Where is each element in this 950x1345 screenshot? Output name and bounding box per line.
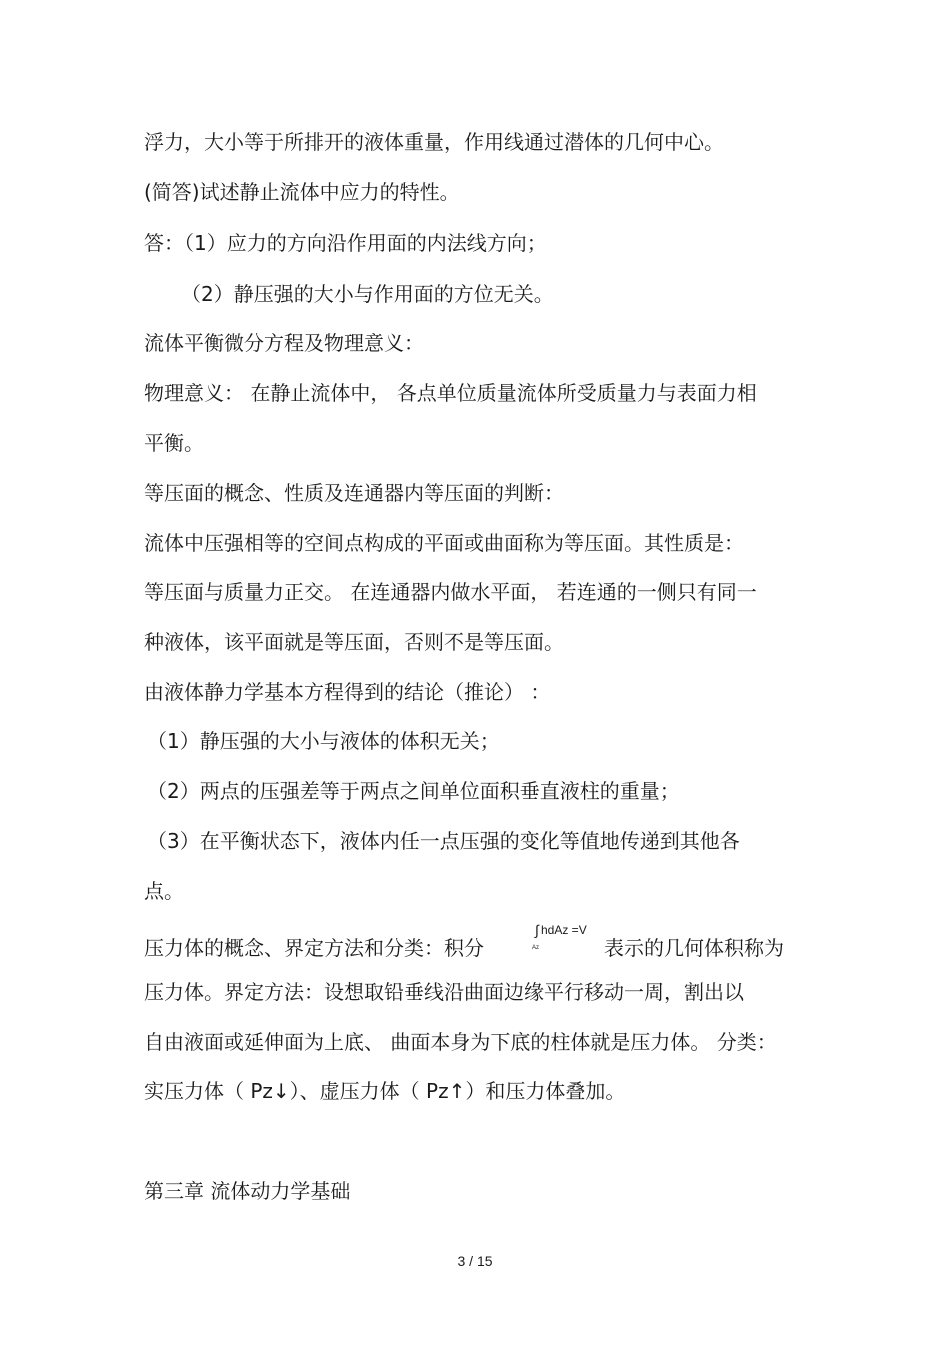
chapter-title: 第三章 流体动力学基础 xyxy=(144,1179,351,1203)
text-line: 压力体的概念、界定方法和分类：积分 xyxy=(144,936,484,960)
text-line: 表示的几何体积称为 xyxy=(604,936,784,960)
list-item: （3）在平衡状态下，液体内任一点压强的变化等值地传递到其他各 xyxy=(147,829,740,853)
page-number: 3 / 15 xyxy=(457,1253,493,1269)
section-heading: 等压面的概念、性质及连通器内等压面的判断： xyxy=(144,481,564,505)
text-line: 点。 xyxy=(144,879,184,903)
text-line: 浮力，大小等于所排开的液体重量，作用线通过潜体的几何中心。 xyxy=(144,130,724,154)
text-line: (简答)试述静止流体中应力的特性。 xyxy=(144,180,460,204)
text-line: （2）静压强的大小与作用面的方位无关。 xyxy=(181,282,554,306)
text-line: 自由液面或延伸面为上底、 曲面本身为下底的柱体就是压力体。 分类： xyxy=(144,1030,777,1054)
integral-symbol: ∫ xyxy=(535,922,539,938)
text-line: 物理意义： 在静止流体中， 各点单位质量流体所受质量力与表面力相 xyxy=(144,381,757,405)
integral-formula xyxy=(531,923,601,953)
text-line: 平衡。 xyxy=(144,431,204,455)
text-line: 种液体，该平面就是等压面，否则不是等压面。 xyxy=(144,630,564,654)
text-line: 答：（1）应力的方向沿作用面的内法线方向； xyxy=(144,231,547,255)
text-line: 流体中压强相等的空间点构成的平面或曲面称为等压面。其性质是： xyxy=(144,531,744,555)
section-heading: 由液体静力学基本方程得到的结论（推论） ： xyxy=(144,680,551,704)
text-line: 等压面与质量力正交。 在连通器内做水平面， 若连通的一侧只有同一 xyxy=(144,580,757,604)
list-item: （2）两点的压强差等于两点之间单位面积垂直液柱的重量； xyxy=(147,779,680,803)
formula-subscript: Az xyxy=(532,945,540,951)
formula-expression: hdAz =V xyxy=(541,923,587,937)
section-heading: 流体平衡微分方程及物理意义： xyxy=(144,331,424,355)
list-item: （1）静压强的大小与液体的体积无关； xyxy=(147,729,500,753)
text-line: 压力体。界定方法：设想取铅垂线沿曲面边缘平行移动一周，割出以 xyxy=(144,980,744,1004)
text-line: 实压力体（ Pz↓）、虚压力体（ Pz↑）和压力体叠加。 xyxy=(144,1079,626,1103)
